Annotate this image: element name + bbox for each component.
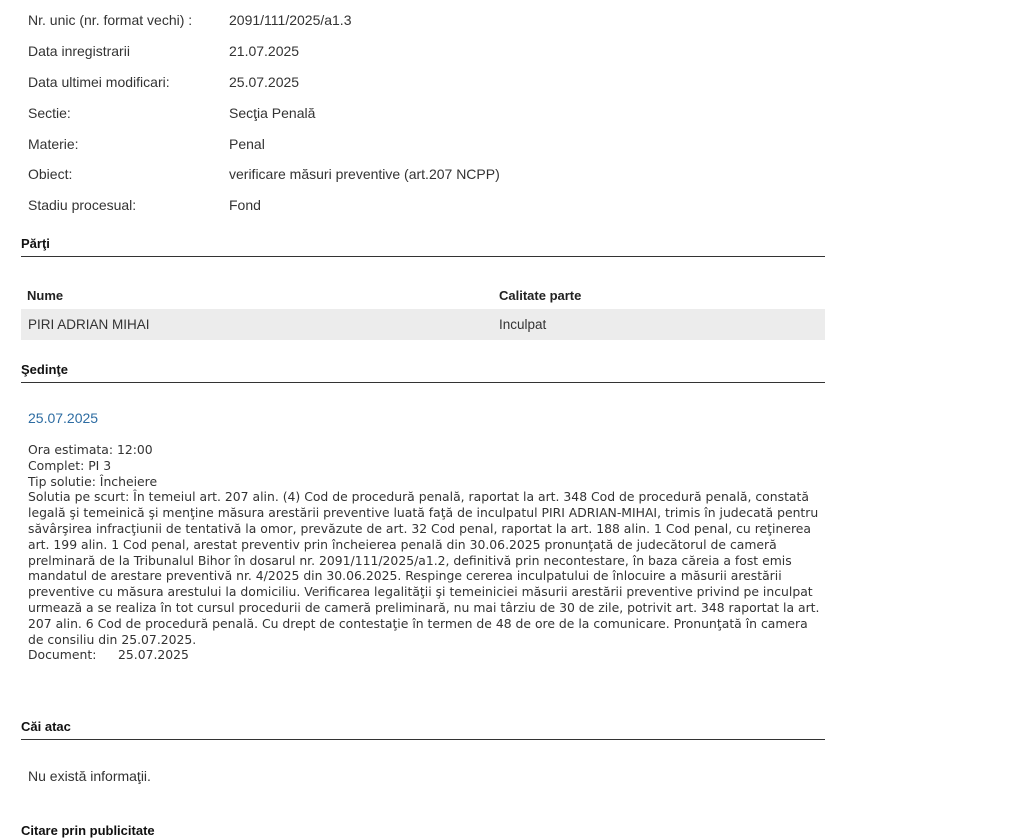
party-name: PIRI ADRIAN MIHAI <box>28 317 150 332</box>
info-row-stadiu <box>28 190 500 221</box>
info-value: 2091/111/2025/a1.3 <box>229 12 352 29</box>
parti-table-header <box>21 281 825 309</box>
info-label: Data ultimei modificari: <box>28 73 170 90</box>
table-row <box>21 309 825 340</box>
hearing-time: Ora estimata: 12:00 <box>28 442 153 457</box>
party-role: Inculpat <box>499 317 547 332</box>
hearing-panel: Complet: PI 3 <box>28 457 112 473</box>
info-label: Stadiu procesual: <box>28 197 137 214</box>
hearing-date: 25.07.2025 <box>28 410 99 426</box>
info-label: Data inregistrarii <box>28 43 130 60</box>
info-row-nr-unic <box>28 5 500 36</box>
info-label: Nr. unic (nr. format vechi) : <box>28 12 193 29</box>
info-label: Sectie: <box>28 104 71 121</box>
info-value: verificare măsuri preventive (art.207 NCPP) <box>229 166 500 183</box>
info-value: 21.07.2025 <box>229 43 300 60</box>
document-date: 25.07.2025 <box>118 647 189 663</box>
info-row-data-inregistrarii <box>28 36 500 67</box>
info-row-obiect <box>28 159 500 190</box>
info-label: Materie: <box>28 135 79 152</box>
info-value: Secţia Penală <box>229 104 316 121</box>
hearing-solution-type: Tip solutie: Încheiere <box>28 473 158 489</box>
parti-table <box>21 281 825 340</box>
info-value: Fond <box>229 197 261 214</box>
info-row-materie <box>28 128 500 159</box>
info-label: Obiect: <box>28 166 73 183</box>
section-header-cai-atac: Căi atac <box>21 719 825 740</box>
hearing-details <box>28 442 820 663</box>
section-header-parti: Părţi <box>21 236 825 257</box>
info-value: 25.07.2025 <box>229 73 300 90</box>
column-header-calitate: Calitate parte <box>499 287 582 303</box>
hearing-solution-summary: Solutia pe scurt: În temeiul art. 207 alin. (4) Cod de procedură penală, raportat la art. 348 Cod de procedură penală, constată legală şi temeinică şi menţine măsura arestării preventive luată faţă de inculpatul PIRI ADRIAN-MIHAI, trimis în judecată pentru săvârşirea infracţiunii de tentativă la omor, prevăzute de art. 32 Cod penal, raportat la art. 188 alin. 1 Cod penal, cu reţinerea art. 199 alin. 1 Cod penal, arestat preventiv prin încheierea penală din 30.06.2025 pronunţată de judecătorul de cameră prelminară de la Tribunalul Bihor în dosarul nr. 2091/111/2025/a1.2, definitivă prin necontestare, în baza căreia a fost emis mandatul de arestare preventivă nr. 4/2025 din 30.06.2025. Respinge cererea inculpatului de înlocuire a măsurii arestării preventive cu măsura arestului la domiciliu. Verificarea legalităţii şi temeiniciei măsurii arestării preventive privind pe inculpat urmează a se realiza în tot cursul procedurii de cameră preliminară, nu mai târziu de 30 de zile, potrivit art. 348 raportat la art. 207 alin. 6 Cod de procedură penală. Cu drept de contestaţie în termen de 48 de ore de la comunicare. Pronunţată în camera de consiliu din 25.07.2025. <box>28 489 820 647</box>
cai-atac-text: Nu există informaţii. <box>28 768 151 784</box>
document-label: Document: <box>28 647 97 663</box>
section-header-citare: Citare prin publicitate <box>21 823 155 838</box>
section-header-sedinte: Şedinţe <box>21 362 825 383</box>
hearing-document <box>28 647 820 663</box>
info-row-sectie <box>28 97 500 128</box>
column-header-nume: Nume <box>27 287 64 303</box>
case-info-table <box>28 5 500 221</box>
info-row-data-modificari <box>28 67 500 98</box>
info-value: Penal <box>229 135 265 152</box>
